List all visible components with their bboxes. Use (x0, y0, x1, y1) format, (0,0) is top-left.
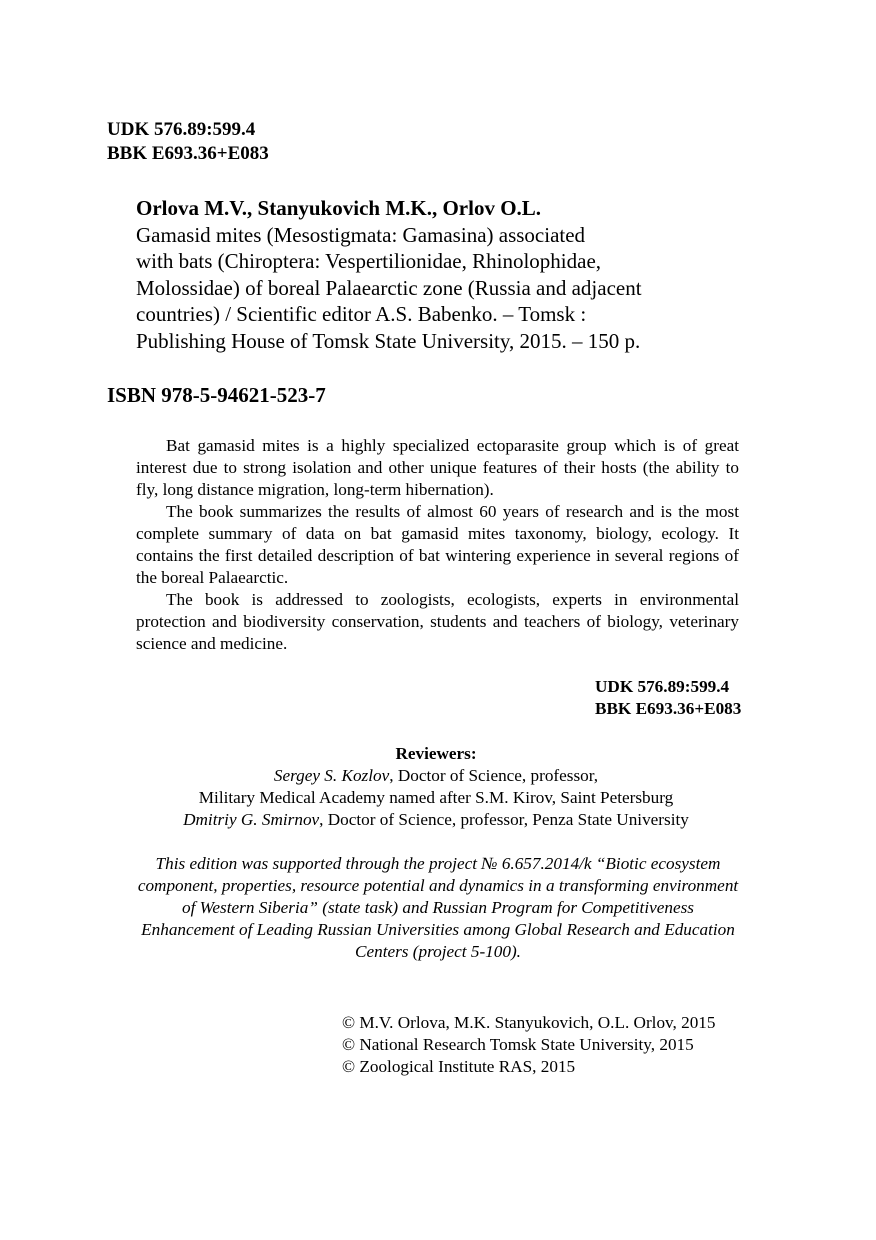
bibliographic-line: countries) / Scientific editor A.S. Babenko. – Tomsk : (136, 302, 587, 326)
reviewers-block (108, 743, 764, 831)
reviewer-1-affiliation: Military Medical Academy named after S.M. Kirov, Saint Petersburg (198, 788, 674, 807)
bibliographic-line: Publishing House of Tomsk State University, 2015. – 150 p. (136, 328, 641, 353)
reviewer-1 (108, 765, 764, 787)
bbk-code-bottom: BBK E693.36+E083 (595, 699, 742, 718)
bbk-code: BBK E693.36+E083 (107, 143, 269, 164)
abstract-paragraph: The book summarizes the results of almost 60 years of research and is the most complete summary of data on bat gamasid mites taxonomy, biology, ecology. It contains the first detailed description of bat wintering experience in several regions of the boreal Palaearctic. (136, 502, 739, 587)
abstract-paragraph: The book is addressed to zoologists, ecologists, experts in environmental protection and biodiversity conservation, students and teachers of biology, veterinary science and medicine. (136, 590, 739, 653)
isbn: ISBN 978-5-94621-523-7 (107, 383, 326, 407)
authors: Orlova M.V., Stanyukovich M.K., Orlov O.L. (136, 196, 542, 220)
bibliographic-record (136, 195, 776, 354)
copyright-line: © M.V. Orlova, M.K. Stanyukovich, O.L. Orlov, 2015 (342, 1013, 716, 1032)
udk-code-bottom: UDK 576.89:599.4 (595, 677, 730, 696)
copyright-line: © National Research Tomsk State University, 2015 (342, 1035, 694, 1054)
support-note (96, 853, 780, 963)
support-line: of Western Siberia” (state task) and Russian Program for Competitiveness (182, 898, 694, 917)
reviewer-1-name: Sergey S. Kozlov (273, 766, 390, 785)
reviewers-heading: Reviewers: (395, 744, 477, 763)
support-line: component, properties, resource potential and dynamics in a transforming environment (137, 876, 739, 895)
udk-code: UDK 576.89:599.4 (107, 119, 256, 140)
reviewer-2-name: Dmitriy G. Smirnov (183, 810, 320, 829)
abstract (136, 435, 739, 655)
bibliographic-line: Molossidae) of boreal Palaearctic zone (Russia and adjacent (136, 275, 642, 300)
abstract-paragraph: Bat gamasid mites is a highly specialized ectoparasite group which is of great interest due to strong isolation and other unique features of their hosts (the ability to fly, long distance migration, long-term hibernation). (136, 436, 739, 499)
classification-codes-top (107, 118, 269, 166)
reviewer-2 (108, 809, 764, 831)
support-line: This edition was supported through the project № 6.657.2014/k “Biotic ecosystem (155, 854, 721, 873)
copyright-block (342, 1012, 716, 1078)
classification-codes-bottom (595, 676, 741, 720)
bibliographic-line: with bats (Chiroptera: Vespertilionidae, Rhinolophidae, (136, 249, 602, 273)
bibliographic-line: Gamasid mites (Mesostigmata: Gamasina) associated (136, 222, 586, 247)
reviewer-1-credentials: , Doctor of Science, professor, (389, 766, 599, 785)
support-line: Centers (project 5-100). (355, 942, 521, 961)
support-line: Enhancement of Leading Russian Universities among Global Research and Education (141, 920, 735, 939)
reviewer-2-credentials: , Doctor of Science, professor, Penza State University (319, 810, 689, 829)
copyright-line: © Zoological Institute RAS, 2015 (342, 1057, 576, 1076)
